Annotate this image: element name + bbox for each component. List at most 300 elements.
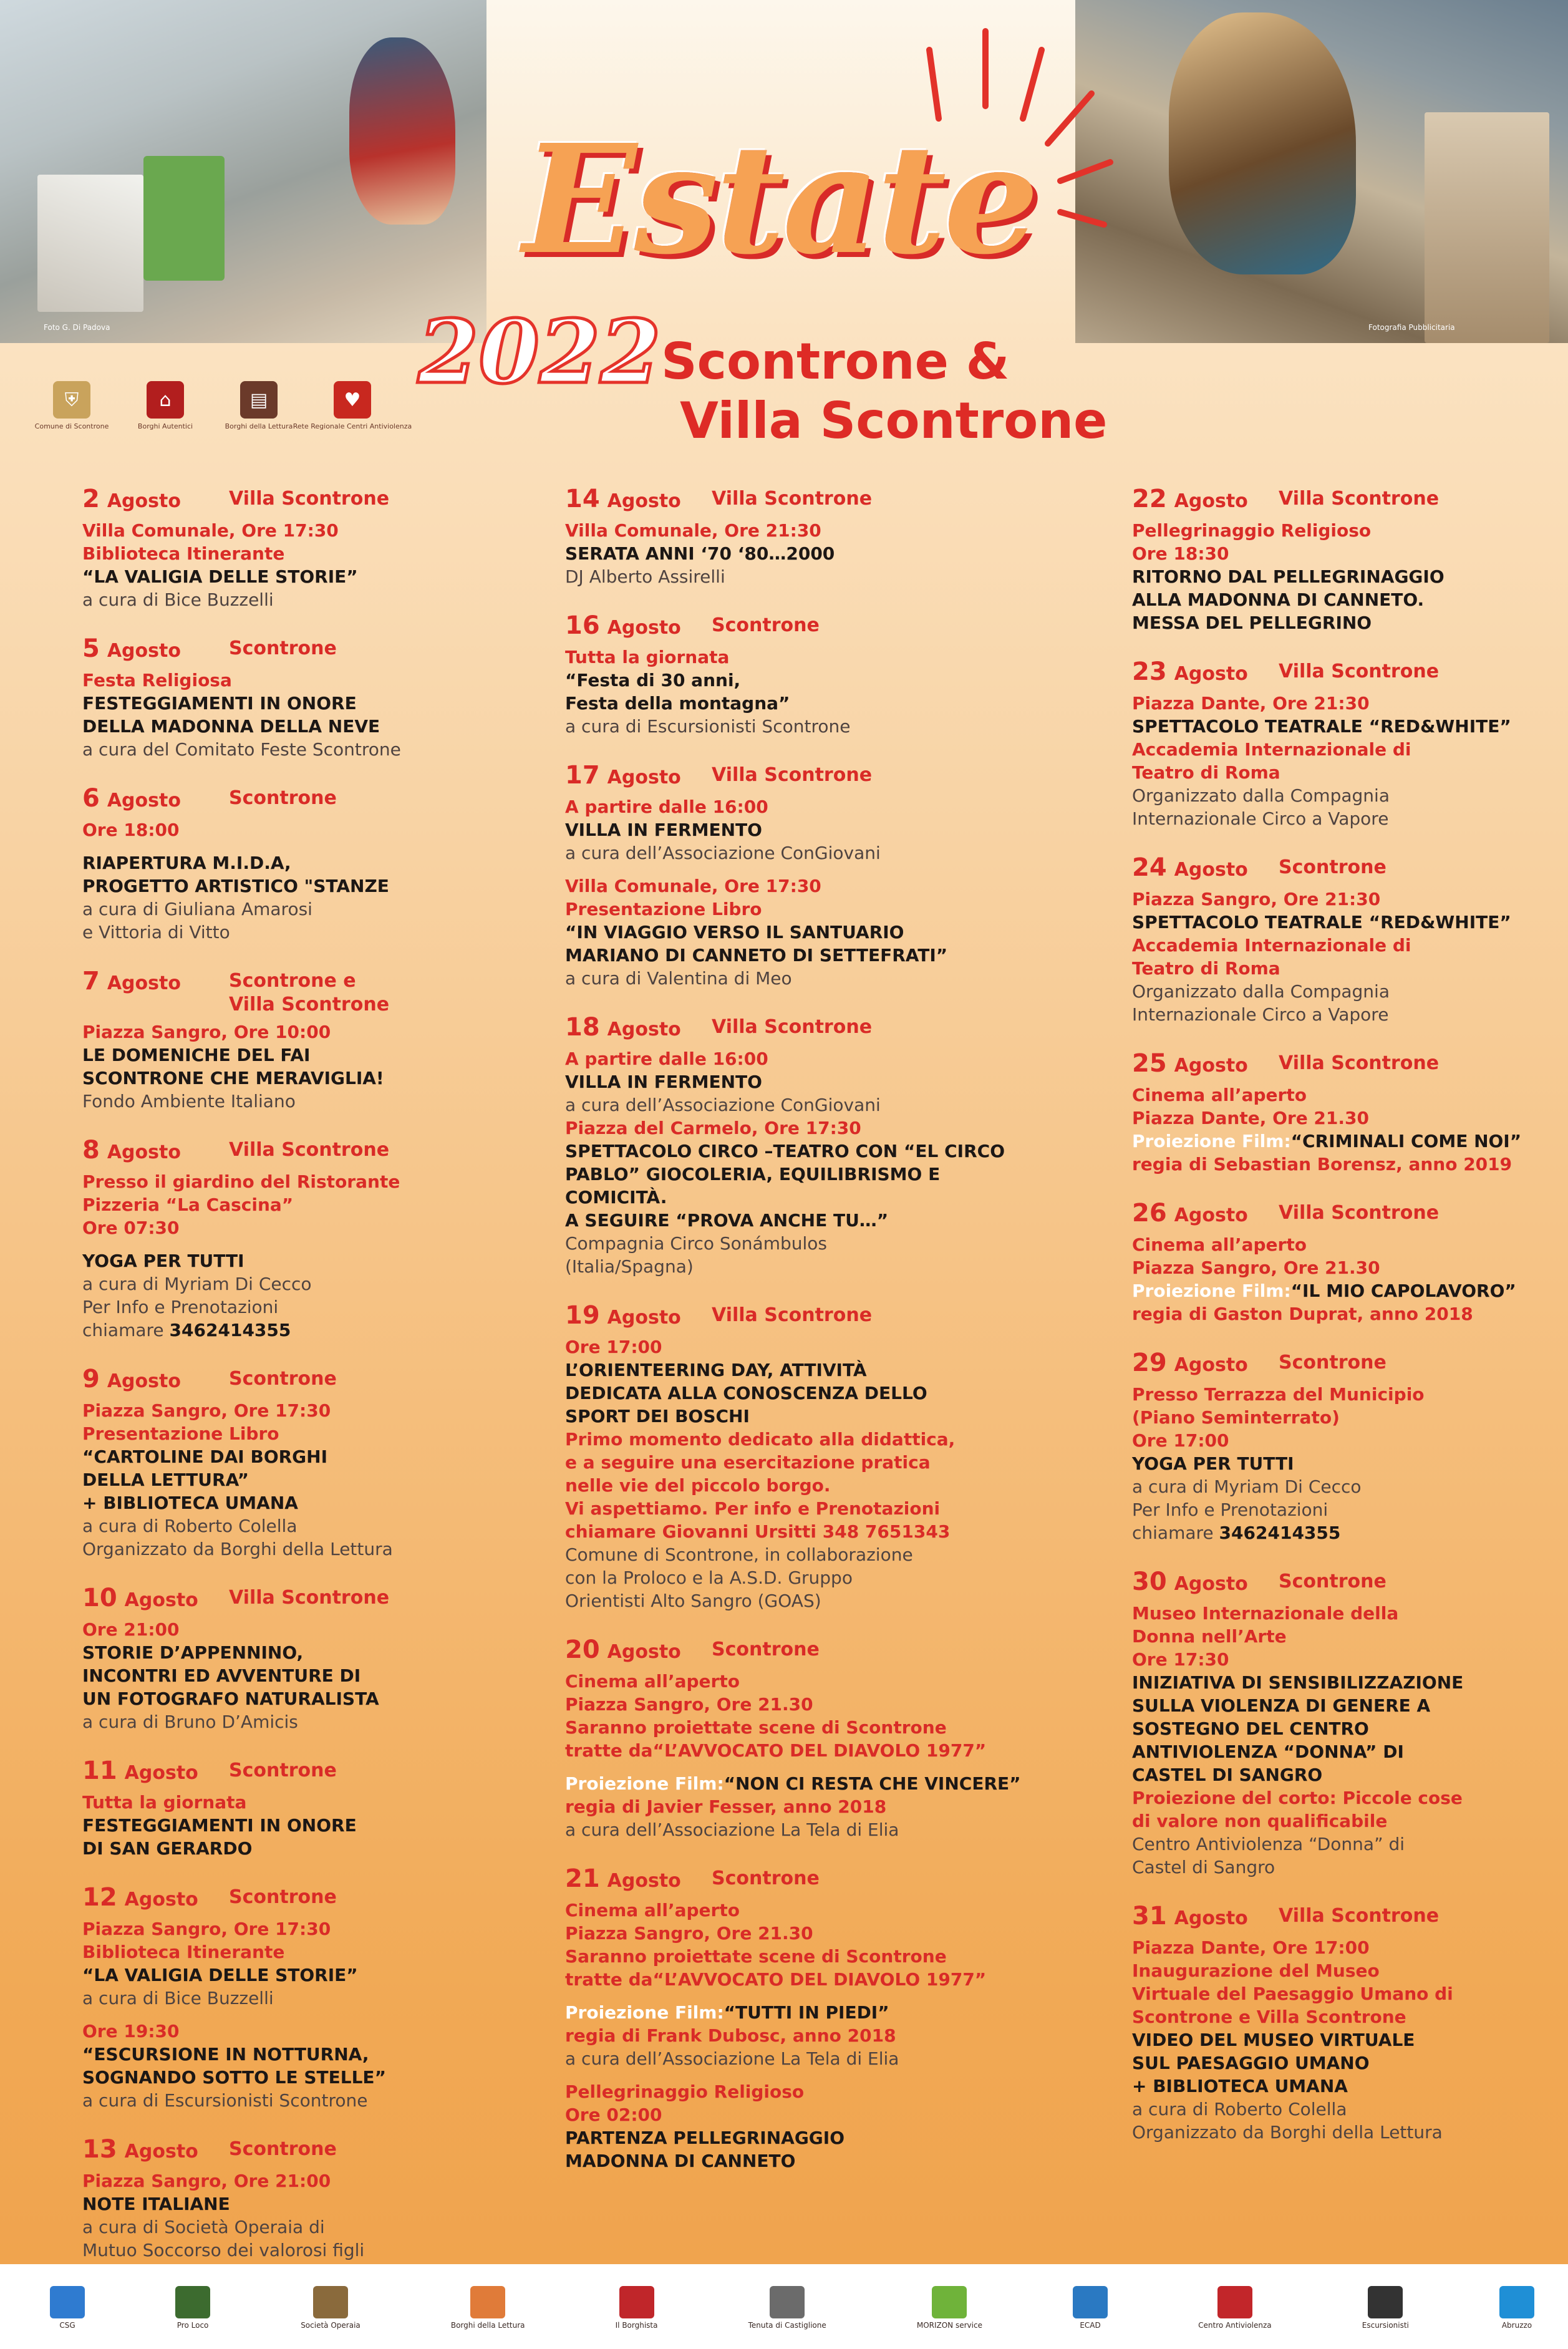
event-line: Piazza Dante, Ore 17:00 [1132, 1937, 1370, 1958]
event-location: Scontrone [712, 1639, 820, 1660]
event-month: Agosto [607, 490, 681, 512]
film-title: “NON CI RESTA CHE VINCERE” [724, 1773, 1021, 1794]
event-line: Cinema all’aperto [565, 1900, 740, 1920]
footer-logo-11 [1499, 2286, 1534, 2330]
logo-comune: ⛨ Comune di Scontrone [37, 381, 106, 430]
event-line: a cura di Roberto Colella [1132, 2099, 1347, 2119]
footer-logo-8 [1073, 2286, 1108, 2330]
heart-icon: ♥ [334, 381, 371, 419]
event-line: INIZIATIVA DI SENSIBILIZZAZIONE [1132, 1672, 1464, 1693]
event-header [565, 762, 1089, 792]
event-line: DJ Alberto Assirelli [565, 566, 725, 587]
footer-logo-7 [917, 2286, 982, 2330]
event-line: Per Info e Prenotazioni [1132, 1499, 1328, 1520]
event-line: INCONTRI ED AVVENTURE DI [82, 1665, 361, 1686]
event-line: Ore 07:30 [82, 1218, 180, 1238]
event-line: PARTENZA PELLEGRINAGGIO [565, 2128, 845, 2148]
event-agosto-13 [82, 2136, 556, 2285]
event-date [1132, 1568, 1279, 1598]
event-month: Agosto [1174, 1907, 1248, 1929]
event-month: Agosto [107, 490, 181, 512]
event-line: e Vittoria di Vitto [82, 922, 230, 942]
event-line: MESSA DEL PELLEGRINO [1132, 613, 1372, 633]
event-line: a cura di Roberto Colella [82, 1516, 298, 1536]
event-header [82, 1365, 556, 1395]
event-month: Agosto [607, 767, 681, 788]
footer-logo-name: MORIZON service [916, 2321, 982, 2330]
event-day: 14 [565, 485, 600, 513]
event-month: Agosto [607, 1307, 681, 1329]
event-day: 24 [1132, 853, 1167, 882]
event-day: 18 [565, 1013, 600, 1042]
event-line: Piazza Sangro, Ore 17:30 [82, 1919, 331, 1939]
event-date [82, 1884, 229, 1914]
event-line: Organizzato dalla Compagnia [1132, 785, 1390, 806]
event-line: regia di Gaston Duprat, anno 2018 [1132, 1304, 1473, 1324]
event-line: a cura di Bice Buzzelli [82, 589, 274, 610]
footer-logo-name: Società Operaia [301, 2321, 361, 2330]
event-line: Ore 17:00 [565, 1337, 662, 1357]
event-line: nelle vie del piccolo borgo. [565, 1475, 831, 1496]
event-line: a cura dell’Associazione La Tela di Elia [565, 2048, 899, 2069]
event-date [1132, 485, 1279, 515]
footer-logo-name: Borghi della Lettura [450, 2321, 525, 2330]
event-header [82, 2136, 556, 2166]
event-header [1132, 1902, 1556, 1932]
event-location: Scontrone [229, 787, 337, 809]
event-line: Ore 18:30 [1132, 543, 1229, 564]
event-day: 22 [1132, 485, 1167, 513]
footer-logo-name: Escursionisti [1362, 2321, 1409, 2330]
event-month: Agosto [1174, 1204, 1248, 1226]
event-line: PABLO” GIOCOLERIA, EQUILIBRISMO E [565, 1164, 941, 1184]
event-line: Orientisti Alto Sangro (GOAS) [565, 1591, 821, 1611]
line-value: “L’AVVOCATO DEL DIAVOLO 1977” [652, 1969, 987, 1990]
event-line: RIAPERTURA M.I.D.A, [82, 853, 291, 873]
phone-number: 3462414355 [169, 1320, 291, 1340]
event-month: Agosto [107, 640, 181, 662]
event-location: Scontrone [712, 1867, 820, 1889]
event-day: 21 [565, 1864, 600, 1893]
event-date [565, 485, 712, 515]
event-line: “LA VALIGIA DELLE STORIE” [82, 566, 358, 587]
event-location: Scontrone [1279, 1352, 1387, 1373]
event-header [1132, 485, 1556, 515]
footer-logo-9 [1198, 2286, 1272, 2330]
event-line: ANTIVIOLENZA “DONNA” DI [1132, 1741, 1404, 1762]
event-line: con la Proloco e la A.S.D. Gruppo [565, 1567, 853, 1588]
event-line: Piazza Sangro, Ore 21.30 [565, 1694, 813, 1715]
event-location: Villa Scontrone [712, 488, 873, 510]
event-line: Centro Antiviolenza “Donna” di [1132, 1834, 1405, 1854]
event-line: Cinema all’aperto [1132, 1234, 1307, 1255]
event-line: Fondo Ambiente Italiano [82, 1091, 296, 1112]
event-line: Museo Internazionale della [1132, 1603, 1399, 1624]
event-line: “LA VALIGIA DELLE STORIE” [82, 1965, 358, 1985]
event-date [565, 612, 712, 642]
event-location: Villa Scontrone [229, 1587, 390, 1609]
phone-line [1132, 1521, 1556, 1544]
event-day: 19 [565, 1301, 600, 1330]
event-month: Agosto [124, 2141, 198, 2163]
event-line: Piazza Sangro, Ore 21.30 [1132, 1257, 1380, 1278]
event-line: a cura di Escursionisti Scontrone [82, 2090, 368, 2111]
photo-right-caption: Fotografia Pubblicitaria [1368, 323, 1455, 332]
event-location: Villa Scontrone [1279, 661, 1440, 682]
event-line: Tutta la giornata [82, 1792, 247, 1813]
event-date [565, 762, 712, 792]
village-icon: ⌂ [147, 381, 184, 419]
event-line: Per Info e Prenotazioni [82, 1297, 279, 1317]
event-agosto-2 [82, 485, 556, 611]
event-line: di valore non qualificabile [1132, 1811, 1388, 1831]
event-line: + BIBLIOTECA UMANA [1132, 2076, 1348, 2096]
event-header [1132, 1199, 1556, 1229]
title-place-line2: Villa Scontrone [680, 392, 1108, 450]
event-header [1132, 854, 1556, 884]
event-line: Comune di Scontrone, in collaborazione [565, 1544, 913, 1565]
green-door [143, 156, 225, 281]
event-header [82, 1884, 556, 1914]
event-date [82, 1136, 229, 1166]
event-line: Piazza Dante, Ore 21:30 [1132, 693, 1370, 714]
event-header [82, 635, 556, 665]
spacer [565, 865, 1089, 874]
event-line: a cura di Escursionisti Scontrone [565, 716, 851, 737]
event-month: Agosto [607, 1870, 681, 1892]
event-date [565, 1302, 712, 1332]
event-line: (Italia/Spagna) [565, 1256, 694, 1277]
event-location: Villa Scontrone [1279, 1905, 1440, 1927]
event-line: Piazza Sangro, Ore 10:00 [82, 1022, 331, 1042]
footer-logo-mark [470, 2286, 505, 2318]
event-header [565, 1636, 1089, 1666]
phone-label: chiamare [1132, 1523, 1214, 1543]
event-month: Agosto [107, 790, 181, 811]
spacer [565, 2070, 1089, 2080]
event-line: Biblioteca Itinerante [82, 543, 285, 564]
event-line: VIDEO DEL MUSEO VIRTUALE [1132, 2030, 1415, 2050]
event-agosto-24 [1132, 854, 1556, 1026]
event-date [1132, 658, 1279, 688]
event-day: 26 [1132, 1199, 1167, 1228]
film-line [565, 1772, 1089, 1795]
footer-logo-2 [175, 2286, 210, 2330]
footer-logo-name: CSG [59, 2321, 75, 2330]
event-line: chiamare Giovanni Ursitti 348 7651343 [565, 1521, 951, 1542]
event-line: DELLA LETTURA” [82, 1470, 249, 1490]
event-date [82, 785, 229, 815]
event-line: a cura di Bruno D’Amicis [82, 1712, 298, 1732]
event-date [82, 2136, 229, 2166]
event-line: Piazza Sangro, Ore 21:00 [82, 2171, 331, 2191]
event-month: Agosto [107, 1370, 181, 1392]
program-column-2 [565, 485, 1089, 2196]
event-line: a cura dell’Associazione ConGiovani [565, 843, 881, 863]
event-month: Agosto [607, 617, 681, 639]
event-line: Teatro di Roma [1132, 762, 1280, 783]
event-line: Piazza Dante, Ore 21.30 [1132, 1108, 1369, 1128]
logo-borghi-lettura: ▤ Borghi della Lettura [225, 381, 293, 430]
event-line: MADONNA DI CANNETO [565, 2151, 796, 2171]
film-label: Proiezione Film: [565, 1773, 724, 1794]
coat-of-arms-icon: ⛨ [53, 381, 90, 419]
title-place-line1: Scontrone & [661, 332, 1010, 390]
event-line: Pizzeria “La Cascina” [82, 1194, 294, 1215]
event-header [1132, 1568, 1556, 1598]
event-agosto-11 [82, 1757, 556, 1860]
event-line: Internazionale Circo a Vapore [1132, 1004, 1389, 1025]
event-line: a cura di Myriam Di Cecco [82, 1274, 312, 1294]
event-agosto-6 [82, 785, 556, 944]
event-location: Villa Scontrone [1279, 1202, 1440, 1224]
event-line: MARIANO DI CANNETO DI SETTEFRATI” [565, 945, 948, 966]
event-line: Vi aspettiamo. Per info e Prenotazioni [565, 1498, 941, 1519]
event-line: Villa Comunale, Ore 17:30 [82, 520, 339, 541]
event-line: Castel di Sangro [1132, 1857, 1275, 1877]
event-agosto-7 [82, 967, 556, 1113]
event-day: 30 [1132, 1567, 1167, 1596]
event-day: 20 [565, 1635, 600, 1664]
event-header [82, 1136, 556, 1166]
footer-logo-name: Il Borghista [615, 2321, 658, 2330]
event-header [82, 785, 556, 815]
event-line: A partire dalle 16:00 [565, 797, 768, 817]
event-day: 31 [1132, 1902, 1167, 1930]
event-line [565, 1968, 1089, 1991]
event-line: Proiezione del corto: Piccole cose [1132, 1788, 1463, 1808]
film-label: Proiezione Film: [565, 2002, 724, 2023]
event-agosto-21 [565, 1865, 1089, 2172]
event-line: “IN VIAGGIO VERSO IL SANTUARIO [565, 922, 904, 942]
event-date [82, 1365, 229, 1395]
event-line: VILLA IN FERMENTO [565, 820, 762, 840]
event-line: SOSTEGNO DEL CENTRO [1132, 1718, 1369, 1739]
event-line: Presso Terrazza del Municipio [1132, 1384, 1425, 1405]
event-line: SUL PAESAGGIO UMANO [1132, 2053, 1370, 2073]
footer-logo-mark [932, 2286, 967, 2318]
event-line: RITORNO DAL PELLEGRINAGGIO [1132, 566, 1445, 587]
open-book-icon: ▤ [240, 381, 278, 419]
event-location: Villa Scontrone [229, 1139, 390, 1161]
event-day: 9 [82, 1365, 100, 1393]
event-agosto-12 [82, 1884, 556, 2112]
event-month: Agosto [1174, 663, 1248, 685]
event-location: Scontrone [1279, 1571, 1387, 1592]
footer-logo-mark [1073, 2286, 1108, 2318]
event-agosto-25 [1132, 1050, 1556, 1176]
event-line: Organizzato da Borghi della Lettura [1132, 2122, 1443, 2143]
footer-logo-mark [50, 2286, 85, 2318]
event-line: e a seguire una esercitazione pratica [565, 1452, 931, 1473]
event-month: Agosto [107, 972, 181, 994]
event-line: regia di Sebastian Borensz, anno 2019 [1132, 1154, 1512, 1174]
event-day: 6 [82, 784, 100, 813]
event-agosto-10 [82, 1584, 556, 1733]
event-month: Agosto [607, 1019, 681, 1040]
event-line: L’ORIENTEERING DAY, ATTIVITÀ [565, 1360, 867, 1380]
event-header [82, 1757, 556, 1787]
event-line: Piazza Sangro, Ore 21:30 [1132, 889, 1381, 909]
event-line: “Festa di 30 anni, [565, 670, 741, 690]
event-line: Scontrone e Villa Scontrone [1132, 2007, 1406, 2027]
event-month: Agosto [1174, 1573, 1248, 1595]
event-line: a cura di Società Operaia di [82, 2217, 325, 2237]
footer-logo-mark [1368, 2286, 1403, 2318]
event-agosto-8 [82, 1136, 556, 1342]
event-month: Agosto [124, 1762, 198, 1784]
event-line: Presso il giardino del Ristorante [82, 1171, 400, 1192]
event-date [1132, 854, 1279, 884]
phone-number: 3462414355 [1219, 1523, 1341, 1543]
event-line: STORIE D’APPENNINO, [82, 1642, 304, 1663]
event-line: Festa della montagna” [565, 693, 790, 714]
event-agosto-23 [1132, 658, 1556, 830]
footer-logo-name: ECAD [1080, 2321, 1101, 2330]
event-line: Donna nell’Arte [1132, 1626, 1287, 1647]
film-line [565, 2001, 1089, 2024]
event-day: 25 [1132, 1049, 1167, 1078]
event-line: PROGETTO ARTISTICO "STANZE [82, 876, 389, 896]
event-location: Villa Scontrone [1279, 488, 1440, 510]
partner-logos-top [34, 356, 412, 430]
spacer [82, 841, 556, 851]
event-header [565, 1865, 1089, 1895]
event-line: FESTEGGIAMENTI IN ONORE [82, 693, 357, 714]
footer-logo-mark [313, 2286, 348, 2318]
event-location: Villa Scontrone [712, 764, 873, 786]
event-line: Piazza Sangro, Ore 17:30 [82, 1400, 331, 1421]
event-line: a cura di Bice Buzzelli [82, 1988, 274, 2008]
event-day: 17 [565, 761, 600, 790]
event-header [1132, 1349, 1556, 1379]
event-location: Scontrone [229, 1886, 337, 1908]
event-agosto-22 [1132, 485, 1556, 634]
spacer [82, 1239, 556, 1249]
event-header [565, 485, 1089, 515]
logo-centri-antiviolenza: ♥ Rete Regionale Centri Antiviolenza [318, 381, 387, 430]
event-line: Tutta la giornata [565, 647, 730, 667]
event-day: 29 [1132, 1349, 1167, 1377]
event-line: Accademia Internazionale di [1132, 935, 1411, 956]
event-line: Ore 17:30 [1132, 1649, 1229, 1670]
photo-left-caption: Foto G. Di Padova [44, 323, 110, 332]
event-day: 16 [565, 611, 600, 640]
phone-label: chiamare [82, 1320, 164, 1340]
event-line: SOGNANDO SOTTO LE STELLE” [82, 2067, 386, 2088]
event-line: SERATA ANNI ‘70 ‘80…2000 [565, 543, 835, 564]
event-date [565, 1636, 712, 1666]
event-day: 7 [82, 967, 100, 995]
event-line: Ore 17:00 [1132, 1430, 1229, 1451]
event-month: Agosto [124, 1589, 198, 1611]
event-line: SPORT DEI BOSCHI [565, 1406, 750, 1426]
event-day: 13 [82, 2135, 117, 2164]
event-line: Saranno proiettate scene di Scontrone [565, 1946, 947, 1967]
event-line: regia di Frank Dubosc, anno 2018 [565, 2025, 896, 2046]
event-day: 2 [82, 485, 100, 513]
event-line: Cinema all’aperto [565, 1671, 740, 1692]
event-month: Agosto [124, 1889, 198, 1911]
event-header [82, 967, 556, 1017]
event-line: Ore 21:00 [82, 1619, 180, 1640]
stairs [37, 175, 143, 312]
event-day: 10 [82, 1584, 117, 1612]
event-line: Cinema all’aperto [1132, 1085, 1307, 1105]
event-line: Internazionale Circo a Vapore [1132, 808, 1389, 829]
footer-logo-name: Abruzzo [1501, 2321, 1532, 2330]
event-location: Scontrone [229, 2138, 337, 2160]
event-line: FESTEGGIAMENTI IN ONORE [82, 1815, 357, 1836]
event-line: Virtuale del Paesaggio Umano di [1132, 1983, 1453, 2004]
event-day: 5 [82, 634, 100, 663]
footer-logo-10 [1362, 2286, 1409, 2330]
event-header [565, 612, 1089, 642]
event-line: VILLA IN FERMENTO [565, 1072, 762, 1092]
event-line: a cura dell’Associazione ConGiovani [565, 1095, 881, 1115]
footer-logo-mark [175, 2286, 210, 2318]
footer-logo-mark [1499, 2286, 1534, 2318]
event-line: Compagnia Circo Sonámbulos [565, 1233, 827, 1254]
event-month: Agosto [1174, 490, 1248, 512]
event-date [1132, 1199, 1279, 1229]
event-header [565, 1302, 1089, 1332]
event-line: LE DOMENICHE DEL FAI [82, 1045, 311, 1065]
event-line: Pellegrinaggio Religioso [565, 2081, 805, 2102]
spacer [565, 1991, 1089, 2001]
event-month: Agosto [1174, 1055, 1248, 1077]
event-line: Biblioteca Itinerante [82, 1942, 285, 1962]
event-location: Villa Scontrone [229, 488, 390, 510]
event-line [565, 1739, 1089, 1762]
event-line: Accademia Internazionale di [1132, 739, 1411, 760]
event-line: “ESCURSIONE IN NOTTURNA, [82, 2044, 369, 2065]
event-agosto-31 [1132, 1902, 1556, 2144]
event-line: SPETTACOLO CIRCO –TEATRO CON “EL CIRCO [565, 1141, 1005, 1161]
event-location: Scontrone [229, 1368, 337, 1390]
event-header [1132, 658, 1556, 688]
spacer [82, 2010, 556, 2020]
event-line: + BIBLIOTECA UMANA [82, 1493, 298, 1513]
line-label: tratte da [565, 1740, 653, 1761]
event-header [82, 485, 556, 515]
event-line: Inaugurazione del Museo [1132, 1960, 1380, 1981]
event-line: DELLA MADONNA DELLA NEVE [82, 716, 380, 737]
event-line: Mutuo Soccorso dei valorosi figli [82, 2240, 365, 2260]
event-line: Organizzato da Borghi della Lettura [82, 1539, 393, 1559]
event-day: 8 [82, 1136, 100, 1165]
event-line: a cura di Valentina di Meo [565, 968, 792, 989]
event-line: regia di Javier Fesser, anno 2018 [565, 1796, 887, 1817]
film-title: “IL MIO CAPOLAVORO” [1290, 1281, 1516, 1301]
logo-borghi-autentici: ⌂ Borghi Autentici [131, 381, 200, 430]
event-location: Scontrone [229, 1760, 337, 1781]
event-location: Scontrone [712, 614, 820, 636]
event-agosto-26 [1132, 1199, 1556, 1325]
film-title: “TUTTI IN PIEDI” [724, 2002, 889, 2023]
event-line: Ore 18:00 [82, 820, 180, 840]
event-location: Scontrone e Villa Scontrone [229, 970, 390, 1015]
event-line: Saranno proiettate scene di Scontrone [565, 1717, 947, 1738]
film-line [1132, 1130, 1556, 1153]
mural-figure-right [1169, 12, 1356, 274]
film-label: Proiezione Film: [1132, 1131, 1291, 1151]
event-date [82, 1584, 229, 1614]
event-line: CASTEL DI SANGRO [1132, 1765, 1323, 1785]
event-date [565, 1865, 712, 1895]
event-line: SCONTRONE CHE MERAVIGLIA! [82, 1068, 384, 1088]
event-header [82, 1584, 556, 1614]
